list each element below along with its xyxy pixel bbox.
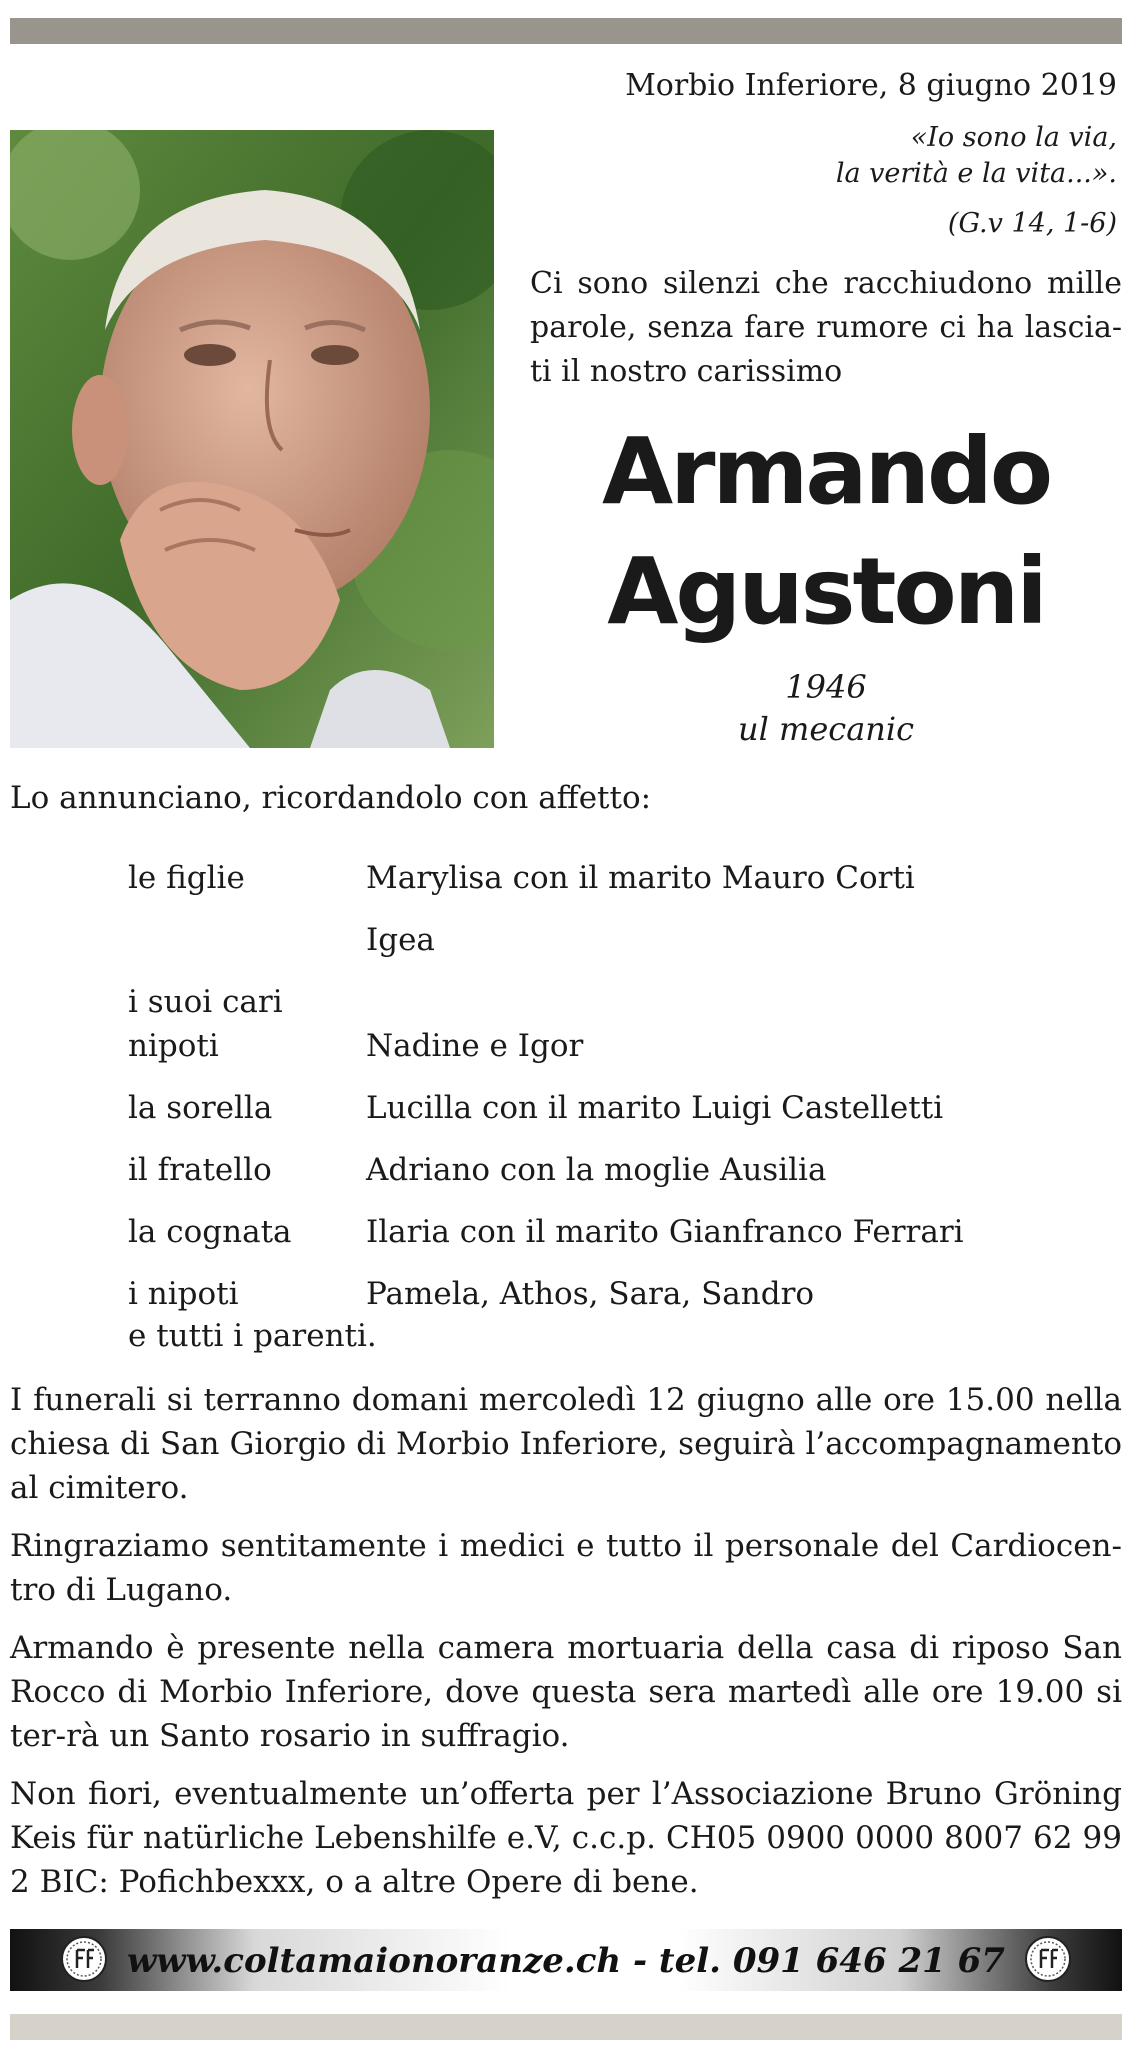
birth-year: 1946: [785, 668, 867, 706]
bottom-decorative-bar: [10, 2014, 1122, 2040]
thanks-paragraph: Ringraziamo sentitamente i medici e tutto il personale del Cardiocen-tro di Lugano.: [10, 1528, 1122, 1608]
portrait-photo: [10, 130, 494, 748]
relative-label: la cognata: [128, 1214, 292, 1250]
relatives-list: [128, 836, 964, 1314]
place-date: Morbio Inferiore, 8 giugno 2019: [625, 68, 1117, 103]
intro-text: Ci sono silenzi che racchiudono mille parole, senza fare rumore ci ha lascia-ti il nostro carissimo: [530, 266, 1122, 389]
footer-contact-band: [10, 1929, 1122, 1991]
relative-names: Lucilla con il marito Luigi Castelletti: [366, 1090, 944, 1126]
bible-quote: [836, 120, 1117, 192]
rosary-paragraph: Armando è presente nella camera mortuaria della casa di riposo San Rocco di Morbio Inferiore, dove questa sera martedì alle ore 19.00 si ter-rà un Santo rosario in suffragio.: [10, 1630, 1122, 1754]
announcement: Lo annunciano, ricordandolo con affetto:: [10, 780, 652, 816]
relative-label: il fratello: [128, 1152, 272, 1188]
relative-row: [128, 898, 964, 960]
relative-label: le figlie: [128, 860, 245, 896]
relative-label: la sorella: [128, 1090, 273, 1126]
relative-names: Marylisa con il marito Mauro Corti: [366, 860, 915, 896]
top-decorative-bar: [10, 18, 1122, 44]
relative-label: i suoi cari: [128, 984, 283, 1020]
relative-names: Nadine e Igor: [366, 1028, 584, 1064]
relative-names: Ilaria con il marito Gianfranco Ferrari: [366, 1214, 964, 1250]
relative-label: nipoti: [128, 1028, 219, 1064]
relative-names: Pamela, Athos, Sara, Sandro: [366, 1276, 815, 1312]
quote-reference: (G.v 14, 1-6): [947, 208, 1117, 239]
deceased-last-name: Agustoni: [607, 538, 1045, 645]
deceased-first-name: Armando: [601, 418, 1051, 525]
footer-contact-text: www.coltamaionoranze.ch - tel. 091 646 21 67: [127, 1941, 1005, 1981]
relative-names: Igea: [366, 922, 435, 958]
quote-line-2: la verità e la vita...».: [835, 158, 1117, 189]
donation-paragraph: Non fiori, eventualmente un’offerta per l’Associazione Bruno Gröning Keis für natürliche Lebenshilfe e.V, c.c.p. CH05 0900 0000 8007 62 99 2 BIC: Pofichbexxx, o a altre Opere di bene.: [10, 1776, 1122, 1900]
relative-label: i nipoti: [128, 1276, 239, 1312]
relative-row: [128, 1066, 964, 1128]
relative-row: [128, 1252, 964, 1314]
relative-row: [128, 836, 964, 898]
relative-row: [128, 960, 964, 1022]
funeral-home-emblem-icon: [1024, 1935, 1072, 1983]
quote-line-1: «Io sono la via,: [910, 122, 1117, 153]
closing-line: e tutti i parenti.: [128, 1318, 377, 1354]
nickname: ul mecanic: [737, 710, 915, 748]
relative-names: Adriano con la moglie Ausilia: [366, 1152, 827, 1188]
relative-row: [128, 1022, 964, 1066]
funeral-paragraph: I funerali si terranno domani mercoledì 12 giugno alle ore 15.00 nella chiesa di San Giorgio di Morbio Inferiore, seguirà l’accompagnamento al cimitero.: [10, 1382, 1122, 1506]
relative-row: [128, 1128, 964, 1190]
relative-row: [128, 1190, 964, 1252]
